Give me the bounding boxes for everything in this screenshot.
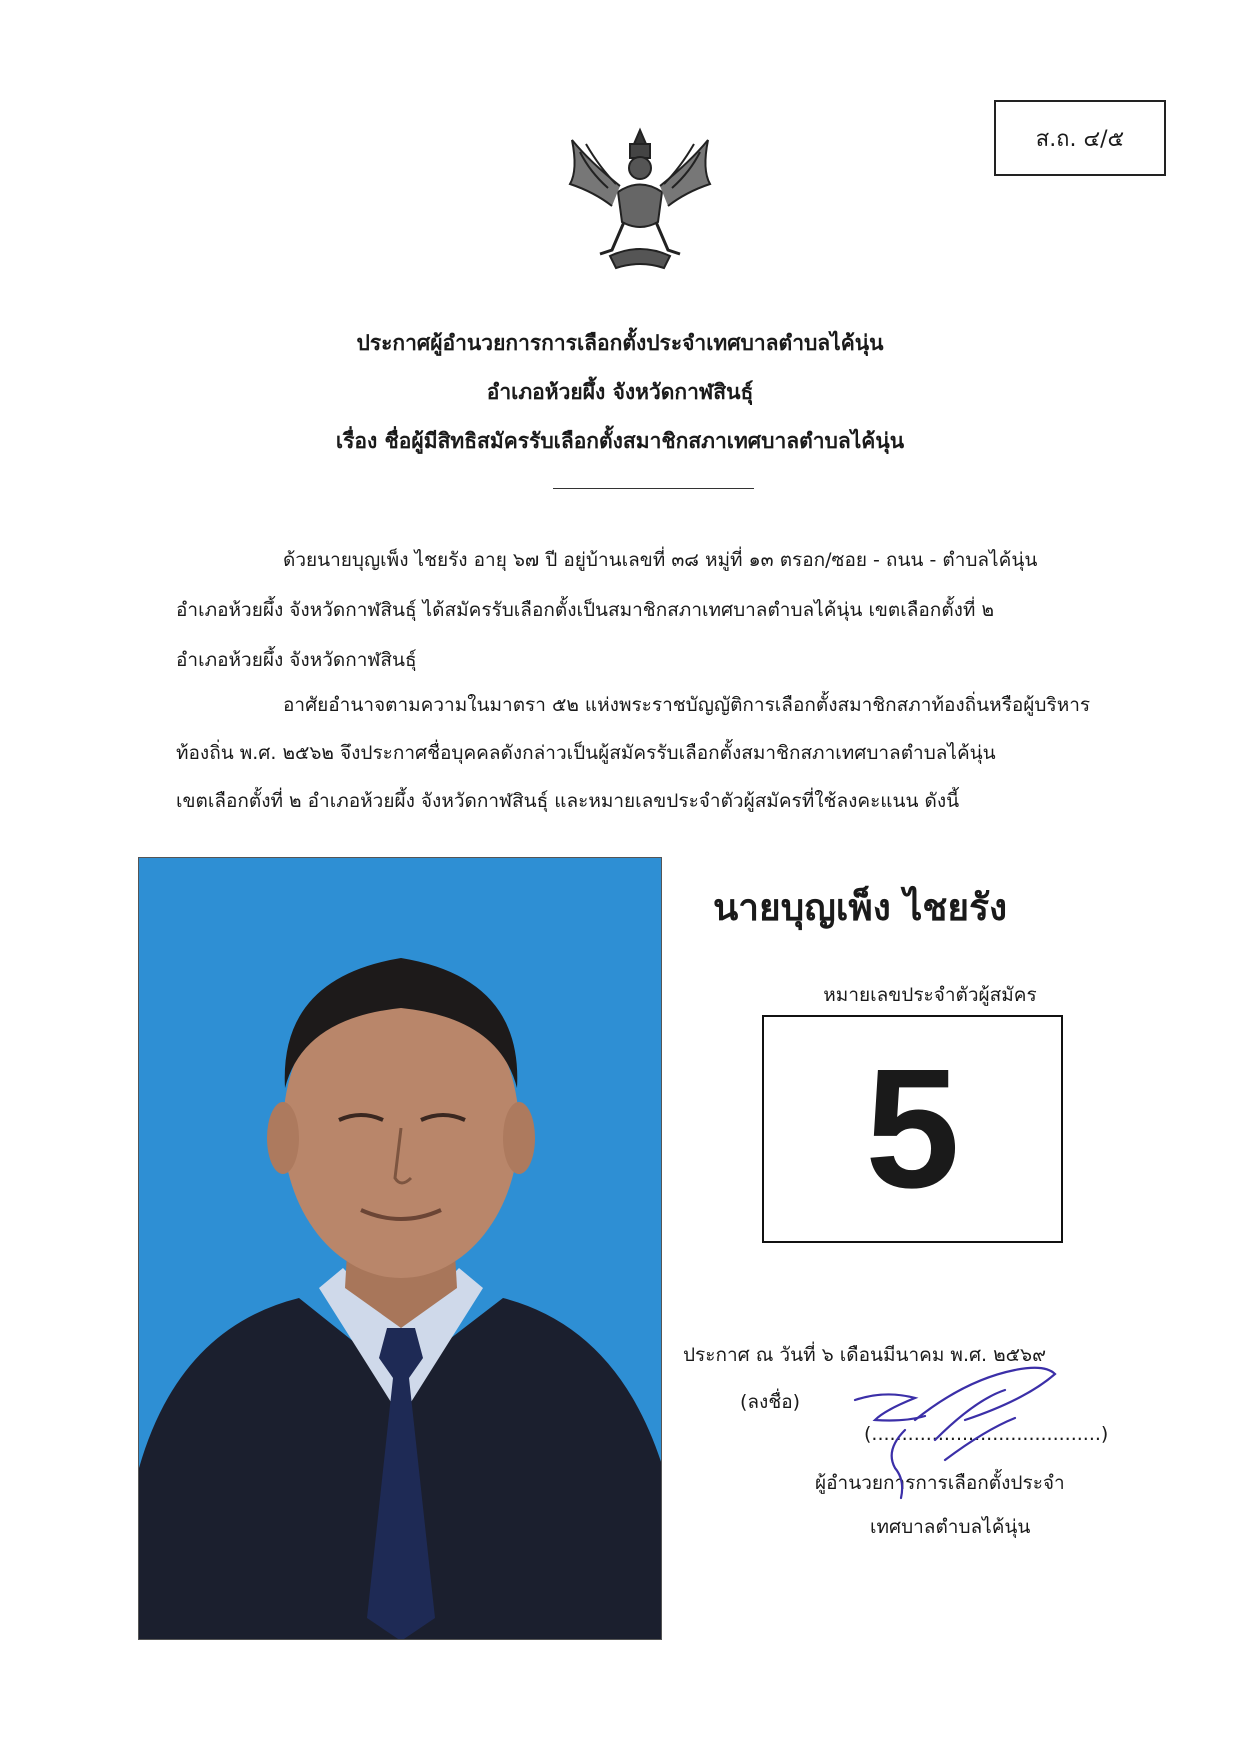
paragraph-1-line-2: อำเภอห้วยผึ้ง จังหวัดกาฬสินธุ์ ได้สมัครรับเลือกตั้งเป็นสมาชิกสภาเทศบาลตำบลไค้นุ่น เขตเลือกตั้งที่ ๒ <box>176 599 995 621</box>
sign-label: (ลงชื่อ) <box>740 1391 801 1413</box>
paragraph-2-line-3: เขตเลือกตั้งที่ ๒ อำเภอห้วยผึ้ง จังหวัดกาฬสินธุ์ และหมายเลขประจำตัวผู้สมัครที่ใช้ลงคะแนน ดังนี้ <box>176 790 960 812</box>
handwritten-signature <box>845 1360 1075 1500</box>
paragraph-1-line-1: ด้วยนายบุญเพ็ง ไชยรัง อายุ ๖๗ ปี อยู่บ้านเลขที่ ๓๘ หมู่ที่ ๑๓ ตรอก/ซอย - ถนน - ตำบลไค้นุ่น <box>283 549 1038 571</box>
signer-name-placeholder: (......................................) <box>864 1423 1109 1445</box>
candidate-name: นายบุญเพ็ง ไชยรัง <box>712 886 1008 929</box>
signer-title-line-2: เทศบาลตำบลไค้นุ่น <box>870 1516 1031 1538</box>
candidate-number: 5 <box>865 1034 960 1224</box>
signer-title-line-1: ผู้อำนวยการการเลือกตั้งประจำ <box>815 1472 1065 1494</box>
paragraph-2-line-1: อาศัยอำนาจตามความในมาตรา ๕๒ แห่งพระราชบัญญัติการเลือกตั้งสมาชิกสภาท้องถิ่นหรือผู้บริหาร <box>283 694 1091 716</box>
title-divider <box>553 488 754 489</box>
paragraph-2-line-2: ท้องถิ่น พ.ศ. ๒๕๖๒ จึงประกาศชื่อบุคคลดังกล่าวเป็นผู้สมัครรับเลือกตั้งสมาชิกสภาเทศบาลตำบลไค้นุ่น <box>176 742 996 764</box>
candidate-photo <box>138 857 662 1640</box>
form-code-box <box>994 100 1166 176</box>
candidate-number-label: หมายเลขประจำตัวผู้สมัคร <box>823 984 1037 1006</box>
title-line-3: เรื่อง ชื่อผู้มีสิทธิสมัครรับเลือกตั้งสมาชิกสภาเทศบาลตำบลไค้นุ่น <box>335 429 905 453</box>
candidate-number-box <box>762 1015 1063 1243</box>
paragraph-1-line-3: อำเภอห้วยผึ้ง จังหวัดกาฬสินธุ์ <box>176 649 417 671</box>
title-line-1: ประกาศผู้อำนวยการการเลือกตั้งประจำเทศบาลตำบลไค้นุ่น <box>356 331 884 355</box>
garuda-emblem <box>560 122 720 272</box>
form-code: ส.ถ. ๔/๕ <box>1035 126 1125 152</box>
announcement-date: ประกาศ ณ วันที่ ๖ เดือนมีนาคม พ.ศ. ๒๕๖๙ <box>683 1344 1047 1366</box>
title-line-2: อำเภอห้วยผึ้ง จังหวัดกาฬสินธุ์ <box>486 380 754 404</box>
